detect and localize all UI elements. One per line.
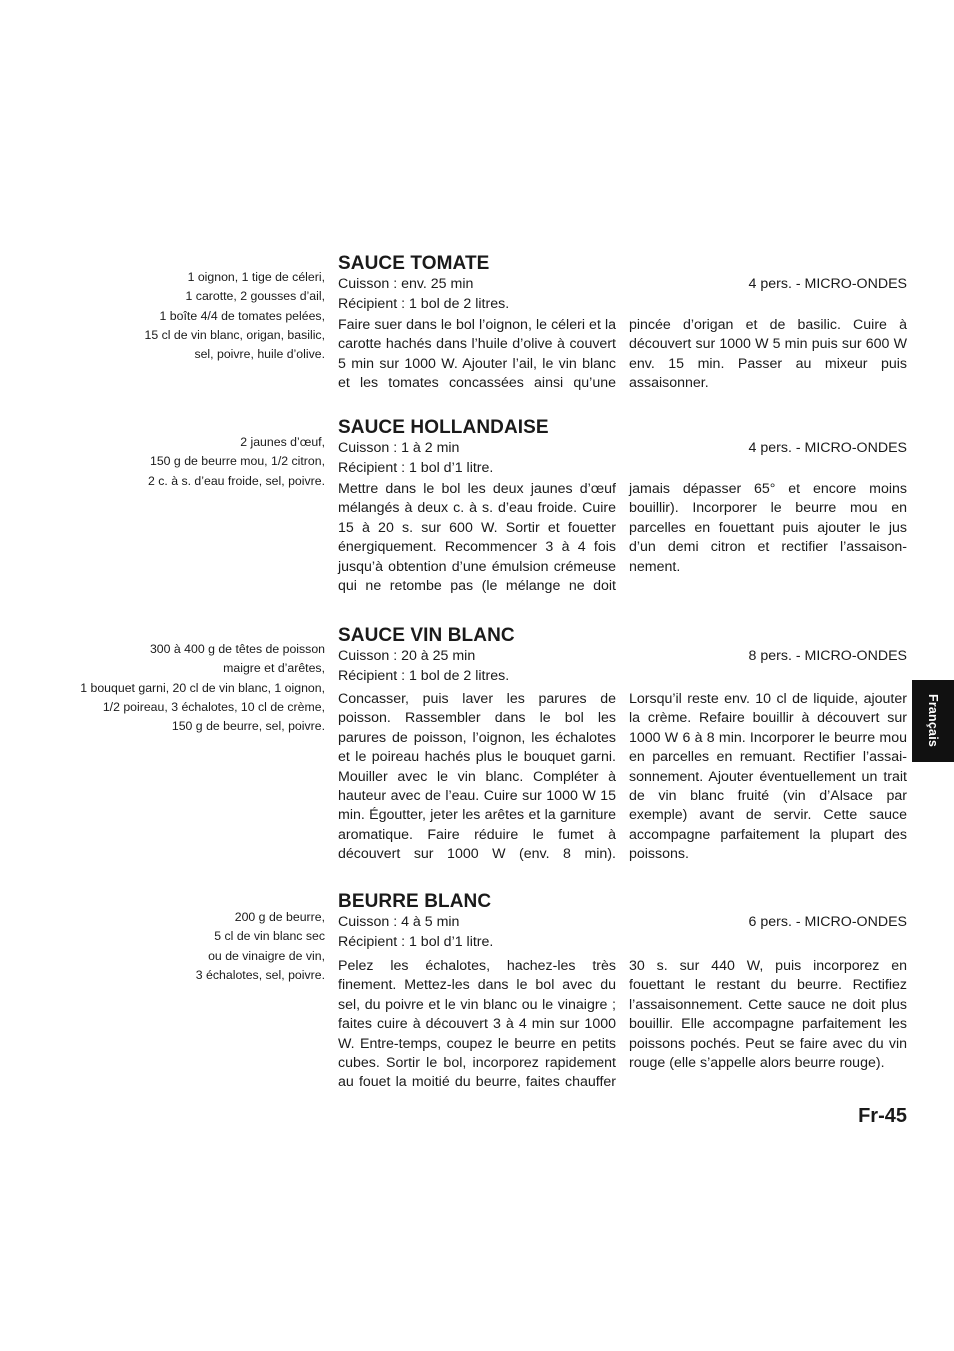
ingredient-line: sel, poivre, huile d’olive. [194, 347, 325, 362]
recipe-text-column-2: jamais dépasser 65° et encore moins bouillir). Incorporer le beurre mou en parcelles en fouettant puis ajouter le jus d’un demi citron et rectifier l’assaison-nement. [629, 481, 907, 575]
ingredients-sauce-hollandaise [40, 433, 325, 491]
language-tab-label: Français [926, 694, 940, 748]
recipe-text-column-2: Lorsqu’il reste env. 10 cl de liquide, ajouter la crème. Refaire bouillir à découvert sur 1000 W 6 à 8 min. Incorporer le beurre mou en parcelles en remuant. Rectifier l’assai-sonnement. Ajouter éventuellement un trait de vin blanc fruité (vin d’Alsace par exemple) avant de servir. Cette sauce accompagne parfaitement la plupart des poissons. [629, 691, 907, 863]
recipe-body [338, 316, 907, 394]
cooking-time: Cuisson : 4 à 5 min [338, 914, 460, 930]
ingredient-line: ou de vinaigre de vin, [208, 948, 325, 963]
recipe-title: SAUCE HOLLANDAISE [338, 417, 549, 438]
recipe-text-column-2: 30 s. sur 440 W, puis incorporez en fouettant le restant du beurre. Rectifiez l’assaisonnement. Cette sauce ne doit plus bouillir. Elle accompagne parfaitement les poissons pochés. Peut se faire avec du vin rouge (elle s’appelle alors beurre rouge). [629, 958, 907, 1072]
recipe-beurre-blanc [338, 891, 907, 1093]
servings-mode: 6 pers. - MICRO-ONDES [748, 914, 907, 930]
recipe-body [338, 957, 907, 1093]
ingredient-line: 1 carotte, 2 gousses d’ail, [185, 289, 325, 304]
language-tab [912, 680, 954, 762]
ingredient-line: 150 g de beurre mou, 1/2 citron, [150, 454, 325, 469]
ingredient-line: 2 c. à s. d’eau froide, sel, poivre. [147, 473, 325, 488]
recipe-meta [338, 647, 907, 667]
recipe-meta [338, 439, 907, 459]
cooking-time: Cuisson : 20 à 25 min [338, 648, 476, 664]
page-number: Fr-45 [858, 1105, 907, 1127]
ingredient-line: 1 bouquet garni, 20 cl de vin blanc, 1 oignon, [80, 680, 325, 695]
ingredient-line: 15 cl de vin blanc, origan, basilic, [144, 327, 325, 342]
ingredient-line: 200 g de beurre, [234, 910, 325, 924]
recipe-sauce-hollandaise [338, 417, 907, 596]
ingredients-sauce-vin-blanc [40, 640, 325, 736]
recipe-meta [338, 913, 907, 933]
ingredient-line: 1 boîte 4/4 de tomates pelées, [159, 308, 325, 323]
recipe-title: SAUCE VIN BLANC [338, 625, 515, 646]
recipe-sauce-vin-blanc [338, 625, 907, 865]
container-info: Récipient : 1 bol d’1 litre. [338, 459, 494, 476]
ingredients-sauce-tomate [40, 268, 325, 364]
ingredient-line: maigre et d’arêtes, [223, 661, 325, 676]
recipe-meta [338, 275, 907, 295]
ingredient-line: 150 g de beurre, sel, poivre. [171, 719, 325, 734]
servings-mode: 4 pers. - MICRO-ONDES [748, 440, 907, 456]
servings-mode: 4 pers. - MICRO-ONDES [748, 276, 907, 292]
container-info: Récipient : 1 bol de 2 litres. [338, 295, 510, 312]
ingredient-line: 2 jaunes d’œuf, [240, 435, 325, 449]
recipe-text-column-2: pincée d’origan et de basilic. Cuire à découvert sur 1000 W 5 min puis sur 600 W env. 15 min. Passer au mixeur puis assaisonner. [629, 317, 907, 392]
recipe-sauce-tomate [338, 253, 907, 394]
recipe-text-column-1: Mettre dans le bol les deux jaunes d’œuf mélangés à deux c. à s. d’eau froide. Cuire 15 à 20 s. sur 600 W. Sortir et fouetter énergiquement. Recommencer 3 à 4 fois jusqu’à obtention d’une émulsion crémeuse qui ne retombe pas (le mélange ne doit [338, 481, 616, 595]
container-info: Récipient : 1 bol de 2 litres. [338, 667, 510, 684]
cooking-time: Cuisson : 1 à 2 min [338, 440, 460, 456]
recipe-title: SAUCE TOMATE [338, 253, 490, 274]
ingredients-beurre-blanc [40, 908, 325, 985]
ingredient-line: 1 oignon, 1 tige de céleri, [187, 270, 325, 284]
recipe-body [338, 480, 907, 596]
recipe-text-column-1: Concasser, puis laver les parures de poisson. Rassembler dans le bol les parures de poisson, l’oignon, les échalotes et le poireau hachés plus le bouquet garni. Mouiller avec le vin blanc. Compléter à hauteur avec de l’eau. Cuire sur 1000 W 15 min. Égoutter, jeter les arêtes et la garniture aromatique. Faire réduire le fumet à découvert sur 1000 W (env. 8 min). [338, 691, 616, 863]
recipe-text-column-1: Pelez les échalotes, hachez-les très finement. Mettez-les dans le bol avec du sel, du poivre et le vin blanc ou le vinaigre ; faites cuire à découvert 3 à 4 min sur 1000 W. Entre-temps, coupez le beurre en petits cubes. Sortir le bol, incorporez rapidement au fouet la moitié du beurre, faites chauffer [338, 958, 616, 1091]
container-info: Récipient : 1 bol d’1 litre. [338, 933, 494, 950]
ingredient-line: 5 cl de vin blanc sec [214, 929, 325, 944]
ingredient-line: 300 à 400 g de têtes de poisson [149, 642, 325, 656]
ingredient-line: 1/2 poireau, 3 échalotes, 10 cl de crème, [102, 699, 325, 714]
recipe-body [338, 690, 907, 865]
servings-mode: 8 pers. - MICRO-ONDES [748, 648, 907, 664]
recipe-text-column-1: Faire suer dans le bol l’oignon, le céleri et la carotte hachés dans l’huile d’olive à couvert 5 min sur 1000 W. Ajouter l’ail, le vin blanc et les tomates concassées ainsi qu’une [338, 317, 616, 392]
ingredient-line: 3 échalotes, sel, poivre. [195, 967, 325, 982]
cooking-time: Cuisson : env. 25 min [338, 276, 474, 292]
recipe-title: BEURRE BLANC [338, 891, 492, 912]
